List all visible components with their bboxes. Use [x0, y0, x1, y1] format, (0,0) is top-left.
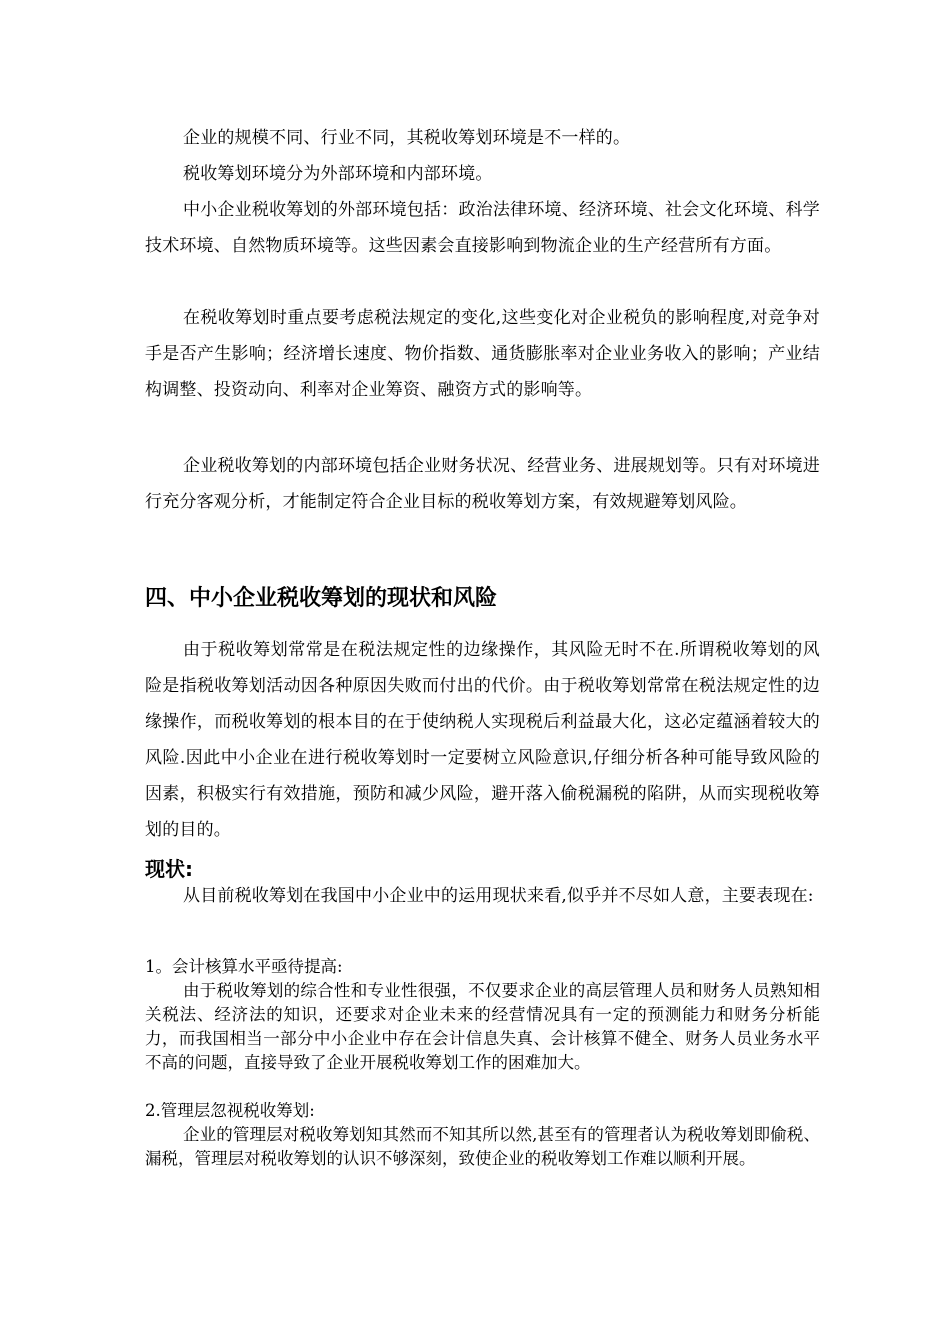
paragraph-scale-industry: 企业的规模不同、行业不同，其税收筹划环境是不一样的。	[183, 128, 631, 148]
paragraph-internal-environment: 企业税收筹划的内部环境包括企业财务状况、经营业务、进展规划等。只有对环境进行充分客观分析，才能制定符合企业目标的税收筹划方案，有效规避筹划风险。	[145, 456, 820, 512]
paragraph-tax-law-changes: 在税收筹划时重点要考虑税法规定的变化,这些变化对企业税负的影响程度,对竞争对手是否产生影响；经济增长速度、物价指数、通货膨胀率对企业业务收入的影响；产业结构调整、投资动向、利率对企业筹资、融资方式的影响等。	[145, 308, 820, 400]
paragraph-risk-description: 由于税收筹划常常是在税法规定性的边缘操作，其风险无时不在.所谓税收筹划的风险是指税收筹划活动因各种原因失败而付出的代价。由于税收筹划常常在税法规定性的边缘操作，而税收筹划的根本目的在于使纳税人实现税后利益最大化，这必定蕴涵着较大的风险.因此中小企业在进行税收筹划时一定要树立风险意识,仔细分析各种可能导致风险的因素，积极实行有效措施，预防和减少风险，避开落入偷税漏税的陷阱，从而实现税收筹划的目的。	[145, 640, 820, 840]
section-heading: 四、中小企业税收筹划的现状和风险	[145, 586, 498, 611]
list-item-title-management: 2.管理层忽视税收筹划:	[145, 1101, 315, 1120]
paragraph-environment-types: 税收筹划环境分为外部环境和内部环境。	[183, 164, 493, 184]
list-item-title-accounting: 1。会计核算水平亟待提高:	[145, 957, 343, 976]
paragraph-external-environment: 中小企业税收筹划的外部环境包括：政治法律环境、经济环境、社会文化环境、科学技术环境、自然物质环境等。这些因素会直接影响到物流企业的生产经营所有方面。	[145, 200, 820, 256]
paragraph-status-intro: 从目前税收筹划在我国中小企业中的运用现状来看,似乎并不尽如人意，主要表现在:	[183, 886, 814, 906]
subheading-status: 现状:	[145, 857, 193, 881]
paragraph-management: 企业的管理层对税收筹划知其然而不知其所以然,甚至有的管理者认为税收筹划即偷税、漏税，管理层对税收筹划的认识不够深刻，致使企业的税收筹划工作难以顺利开展。	[145, 1125, 820, 1168]
paragraph-accounting: 由于税收筹划的综合性和专业性很强，不仅要求企业的高层管理人员和财务人员熟知相关税法、经济法的知识，还要求对企业未来的经营情况具有一定的预测能力和财务分析能力，而我国相当一部分中小企业中存在会计信息失真、会计核算不健全、财务人员业务水平不高的问题，直接导致了企业开展税收筹划工作的困难加大。	[145, 981, 820, 1072]
